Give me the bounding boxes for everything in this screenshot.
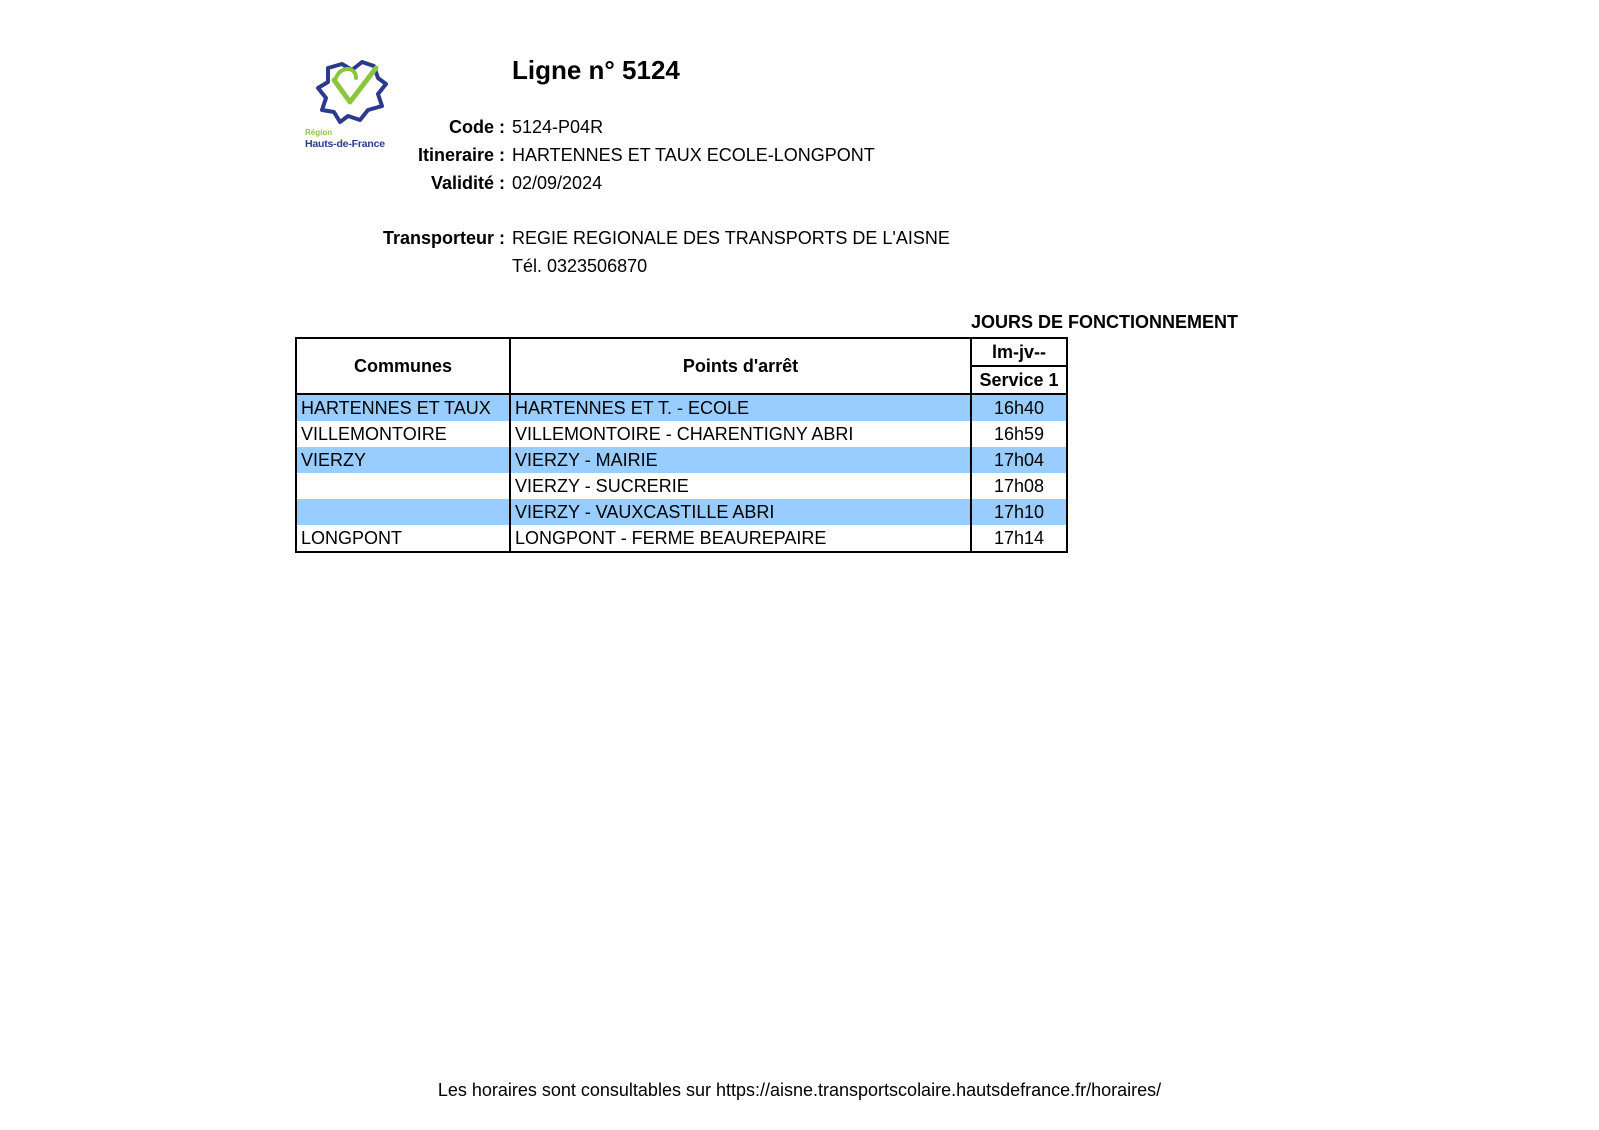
itineraire-value: HARTENNES ET TAUX ECOLE-LONGPONT bbox=[512, 145, 875, 165]
table-row bbox=[296, 447, 1067, 473]
transporteur-phone: Tél. 0323506870 bbox=[512, 256, 648, 276]
table-row bbox=[296, 394, 1067, 421]
cell-point: HARTENNES ET T. - ECOLE bbox=[510, 394, 971, 421]
header-days: lm-jv-- bbox=[971, 338, 1067, 366]
validite-value: 02/09/2024 bbox=[512, 173, 603, 193]
table-row bbox=[296, 499, 1067, 525]
header-points-arret: Points d'arrêt bbox=[510, 338, 971, 394]
cell-point: VILLEMONTOIRE - CHARENTIGNY ABRI bbox=[510, 421, 971, 447]
footer-note: Les horaires sont consultables sur https://aisne.transportscolaire.hautsdefrance.fr/horaires/ bbox=[437, 1080, 1162, 1100]
cell-commune bbox=[296, 499, 510, 525]
itineraire-label: Itineraire : bbox=[417, 145, 505, 165]
header-service: Service 1 bbox=[971, 366, 1067, 394]
itineraire-label-cell bbox=[300, 145, 505, 173]
schedule-table bbox=[295, 337, 1068, 553]
transporteur-value: REGIE REGIONALE DES TRANSPORTS DE L'AISNE bbox=[512, 228, 950, 248]
cell-time: 17h08 bbox=[971, 473, 1067, 499]
cell-time: 16h40 bbox=[971, 394, 1067, 421]
cell-commune: LONGPONT bbox=[296, 525, 510, 552]
header-communes: Communes bbox=[296, 338, 510, 394]
cell-commune bbox=[296, 473, 510, 499]
transporteur-label: Transporteur : bbox=[382, 228, 505, 248]
cell-time: 17h14 bbox=[971, 525, 1067, 552]
table-row bbox=[296, 525, 1067, 552]
logo-region-name: Hauts-de-France bbox=[305, 138, 385, 150]
page-title: Ligne n° 5124 bbox=[512, 55, 680, 85]
table-row bbox=[296, 473, 1067, 499]
validite-label-cell bbox=[300, 173, 505, 201]
cell-point: LONGPONT - FERME BEAUREPAIRE bbox=[510, 525, 971, 552]
cell-commune: VILLEMONTOIRE bbox=[296, 421, 510, 447]
validite-label: Validité : bbox=[430, 173, 505, 193]
code-value: 5124-P04R bbox=[512, 117, 604, 137]
region-map-heart-icon bbox=[312, 58, 390, 126]
logo-region-label: Région bbox=[305, 128, 333, 137]
code-label-cell bbox=[300, 117, 505, 145]
cell-point: VIERZY - SUCRERIE bbox=[510, 473, 971, 499]
jours-fonctionnement-label: JOURS DE FONCTIONNEMENT bbox=[971, 312, 1239, 332]
transporteur-label-cell bbox=[300, 228, 505, 256]
cell-point: VIERZY - MAIRIE bbox=[510, 447, 971, 473]
cell-commune: HARTENNES ET TAUX bbox=[296, 394, 510, 421]
code-label: Code : bbox=[449, 117, 505, 137]
cell-commune: VIERZY bbox=[296, 447, 510, 473]
table-row bbox=[296, 421, 1067, 447]
cell-time: 17h10 bbox=[971, 499, 1067, 525]
cell-time: 17h04 bbox=[971, 447, 1067, 473]
cell-time: 16h59 bbox=[971, 421, 1067, 447]
cell-point: VIERZY - VAUXCASTILLE ABRI bbox=[510, 499, 971, 525]
